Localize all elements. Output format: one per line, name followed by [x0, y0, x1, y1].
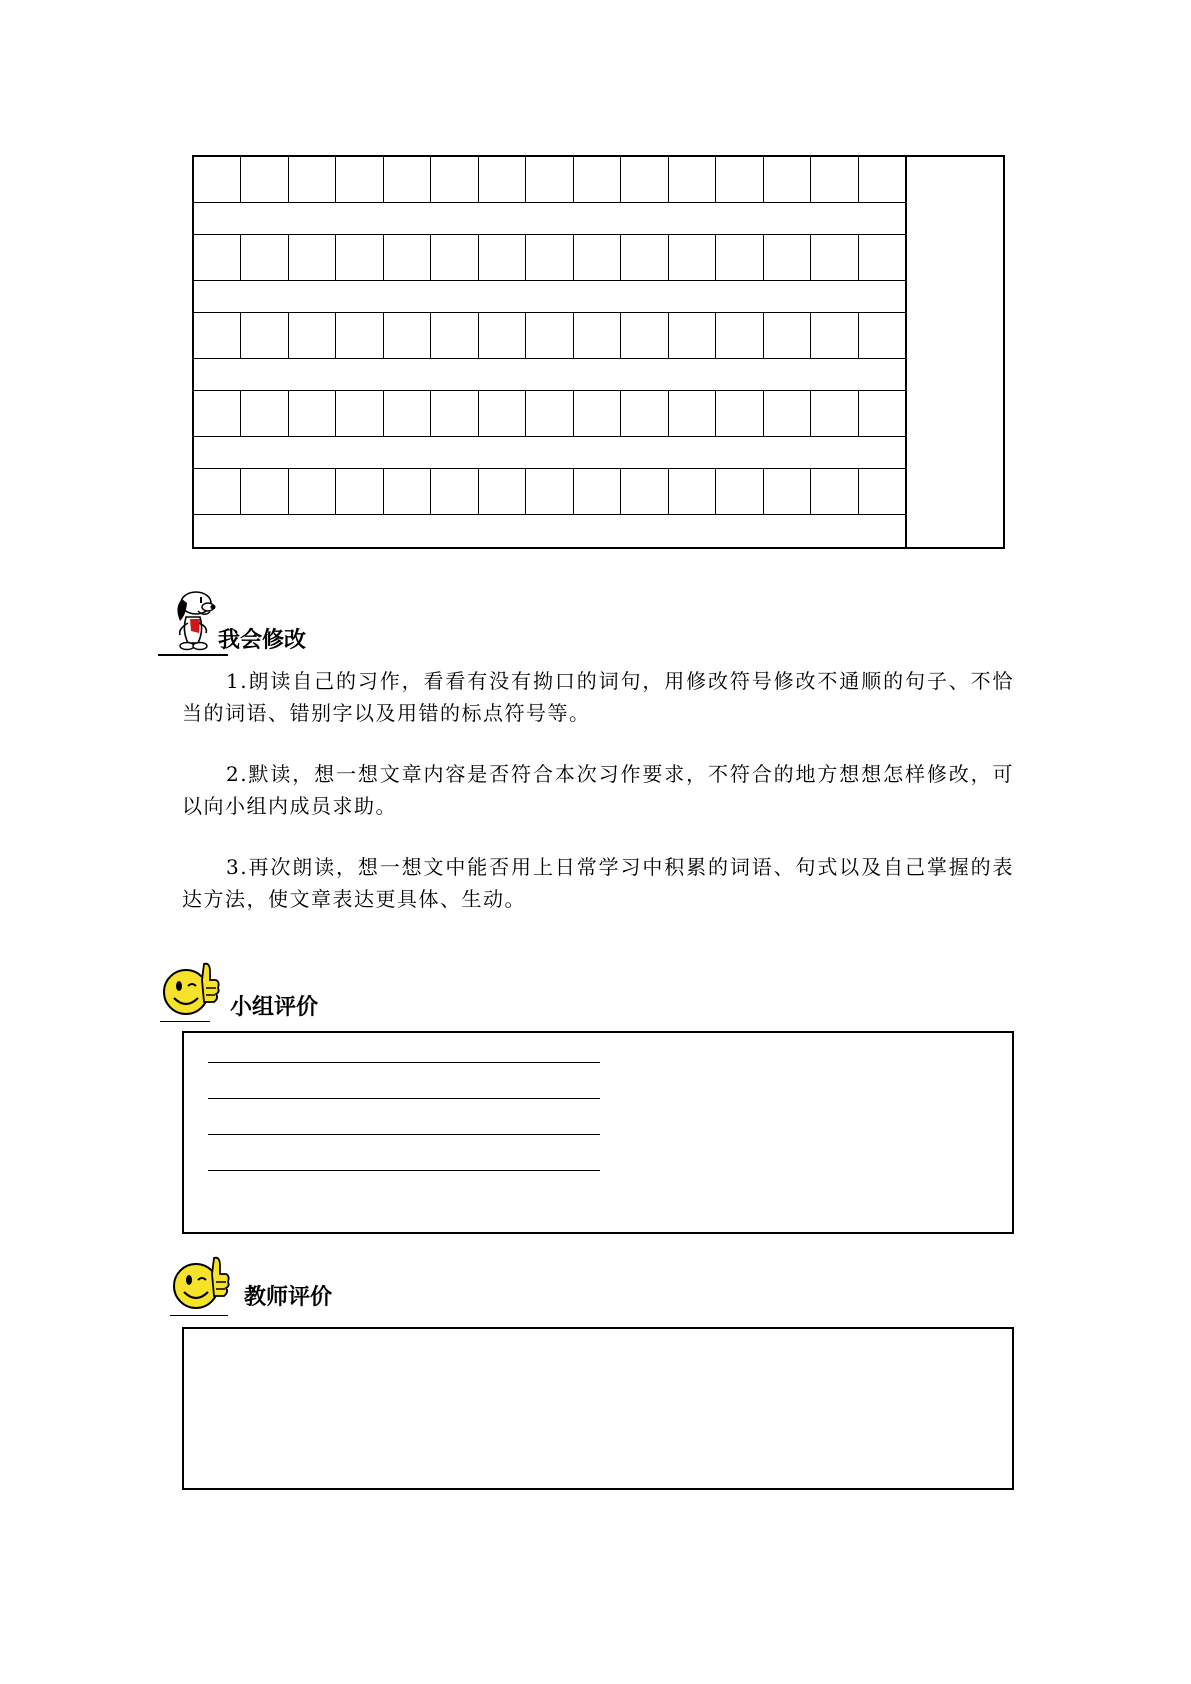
- grid-cell[interactable]: [526, 391, 573, 436]
- revise-item-2: 2.默读，想一想文章内容是否符合本次习作要求，不符合的地方想想怎样修改，可以向小组内成员求助。: [182, 762, 1014, 818]
- grid-cell[interactable]: [194, 469, 241, 514]
- grid-row: [194, 235, 905, 281]
- grid-spacer-row[interactable]: [194, 515, 905, 547]
- grid-cell[interactable]: [764, 391, 811, 436]
- group-eval-box[interactable]: [182, 1031, 1014, 1234]
- grid-cell[interactable]: [621, 391, 668, 436]
- grid-cell[interactable]: [764, 157, 811, 202]
- grid-row: [194, 469, 905, 515]
- grid-cell[interactable]: [764, 469, 811, 514]
- grid-cell[interactable]: [336, 313, 383, 358]
- grid-spacer-row[interactable]: [194, 437, 905, 469]
- grid-cell[interactable]: [859, 235, 905, 280]
- grid-cell[interactable]: [764, 235, 811, 280]
- teacher-eval-header: [170, 1252, 332, 1314]
- grid-cell[interactable]: [574, 469, 621, 514]
- grid-cell[interactable]: [859, 157, 905, 202]
- grid-cell[interactable]: [479, 235, 526, 280]
- grid-cell[interactable]: [669, 235, 716, 280]
- grid-cell[interactable]: [574, 235, 621, 280]
- grid-cell[interactable]: [241, 391, 288, 436]
- grid-cell[interactable]: [431, 157, 478, 202]
- group-eval-line[interactable]: [208, 1170, 600, 1171]
- grid-cell[interactable]: [194, 157, 241, 202]
- grid-cell[interactable]: [241, 157, 288, 202]
- grid-cell[interactable]: [716, 235, 763, 280]
- grid-cell[interactable]: [336, 235, 383, 280]
- grid-cell[interactable]: [194, 313, 241, 358]
- grid-spacer-row[interactable]: [194, 359, 905, 391]
- group-eval-line[interactable]: [208, 1098, 600, 1099]
- grid-cell[interactable]: [574, 391, 621, 436]
- grid-cell[interactable]: [621, 157, 668, 202]
- group-eval-line[interactable]: [208, 1134, 600, 1135]
- grid-cell[interactable]: [241, 469, 288, 514]
- grid-row: [194, 391, 905, 437]
- grid-cell[interactable]: [336, 469, 383, 514]
- revise-title-underline: [158, 654, 228, 656]
- writing-grid: [192, 155, 1005, 549]
- grid-cell[interactable]: [526, 469, 573, 514]
- revise-item-3: 3.再次朗读，想一想文中能否用上日常学习中积累的词语、句式以及自己掌握的表达方法，使文章表达更具体、生动。: [182, 855, 1014, 911]
- grid-cell[interactable]: [859, 313, 905, 358]
- grid-cell[interactable]: [289, 391, 336, 436]
- grid-cell[interactable]: [431, 469, 478, 514]
- grid-cell[interactable]: [859, 391, 905, 436]
- grid-cell[interactable]: [811, 469, 858, 514]
- group-eval-title: 小组评价: [230, 995, 319, 1020]
- grid-cell[interactable]: [194, 391, 241, 436]
- grid-cell[interactable]: [384, 391, 431, 436]
- grid-cell[interactable]: [669, 313, 716, 358]
- grid-cell[interactable]: [716, 157, 763, 202]
- grid-cell[interactable]: [669, 469, 716, 514]
- grid-spacer-row[interactable]: [194, 281, 905, 313]
- revise-title: 我会修改: [218, 628, 307, 653]
- grid-cell[interactable]: [479, 391, 526, 436]
- grid-cell[interactable]: [526, 235, 573, 280]
- grid-cell[interactable]: [479, 469, 526, 514]
- grid-cell[interactable]: [289, 157, 336, 202]
- grid-cell[interactable]: [621, 313, 668, 358]
- revise-item-1: 1.朗读自己的习作，看看有没有拗口的词句，用修改符号修改不通顺的句子、不恰当的词语、错别字以及用错的标点符号等。: [182, 669, 1014, 725]
- teacher-eval-underline: [170, 1315, 228, 1316]
- grid-row: [194, 157, 905, 203]
- grid-cell[interactable]: [526, 313, 573, 358]
- grid-cell[interactable]: [669, 391, 716, 436]
- grid-cell[interactable]: [811, 391, 858, 436]
- grid-cell[interactable]: [241, 313, 288, 358]
- grid-cell[interactable]: [194, 235, 241, 280]
- grid-cell[interactable]: [336, 391, 383, 436]
- grid-side-column: [905, 157, 907, 547]
- smiley-thumbs-up-icon: [170, 1252, 232, 1314]
- grid-cell[interactable]: [669, 157, 716, 202]
- grid-cell[interactable]: [384, 469, 431, 514]
- grid-cell[interactable]: [289, 313, 336, 358]
- grid-cell[interactable]: [431, 313, 478, 358]
- teacher-eval-box[interactable]: [182, 1327, 1014, 1490]
- grid-cell[interactable]: [431, 391, 478, 436]
- grid-cell[interactable]: [716, 391, 763, 436]
- grid-cell[interactable]: [336, 157, 383, 202]
- grid-cell[interactable]: [384, 313, 431, 358]
- grid-cell[interactable]: [574, 157, 621, 202]
- grid-cell[interactable]: [384, 157, 431, 202]
- group-eval-header: [160, 958, 318, 1020]
- teacher-eval-title: 教师评价: [244, 1285, 333, 1310]
- grid-cell[interactable]: [764, 313, 811, 358]
- grid-cell[interactable]: [384, 235, 431, 280]
- grid-cell[interactable]: [811, 157, 858, 202]
- grid-cell[interactable]: [431, 235, 478, 280]
- grid-row: [194, 313, 905, 359]
- grid-cell[interactable]: [289, 235, 336, 280]
- smiley-thumbs-up-icon: [160, 958, 222, 1020]
- grid-cell[interactable]: [241, 235, 288, 280]
- grid-cell[interactable]: [479, 313, 526, 358]
- grid-cell[interactable]: [479, 157, 526, 202]
- grid-cell[interactable]: [289, 469, 336, 514]
- grid-cell[interactable]: [859, 469, 905, 514]
- group-eval-line[interactable]: [208, 1062, 600, 1063]
- grid-cell[interactable]: [574, 313, 621, 358]
- grid-spacer-row[interactable]: [194, 203, 905, 235]
- grid-cell[interactable]: [526, 157, 573, 202]
- grid-cell[interactable]: [811, 235, 858, 280]
- grid-cell[interactable]: [716, 469, 763, 514]
- grid-cell[interactable]: [621, 469, 668, 514]
- grid-cell[interactable]: [716, 313, 763, 358]
- group-eval-underline: [160, 1021, 210, 1022]
- revise-header: [168, 585, 306, 655]
- grid-cell[interactable]: [621, 235, 668, 280]
- grid-cell[interactable]: [811, 313, 858, 358]
